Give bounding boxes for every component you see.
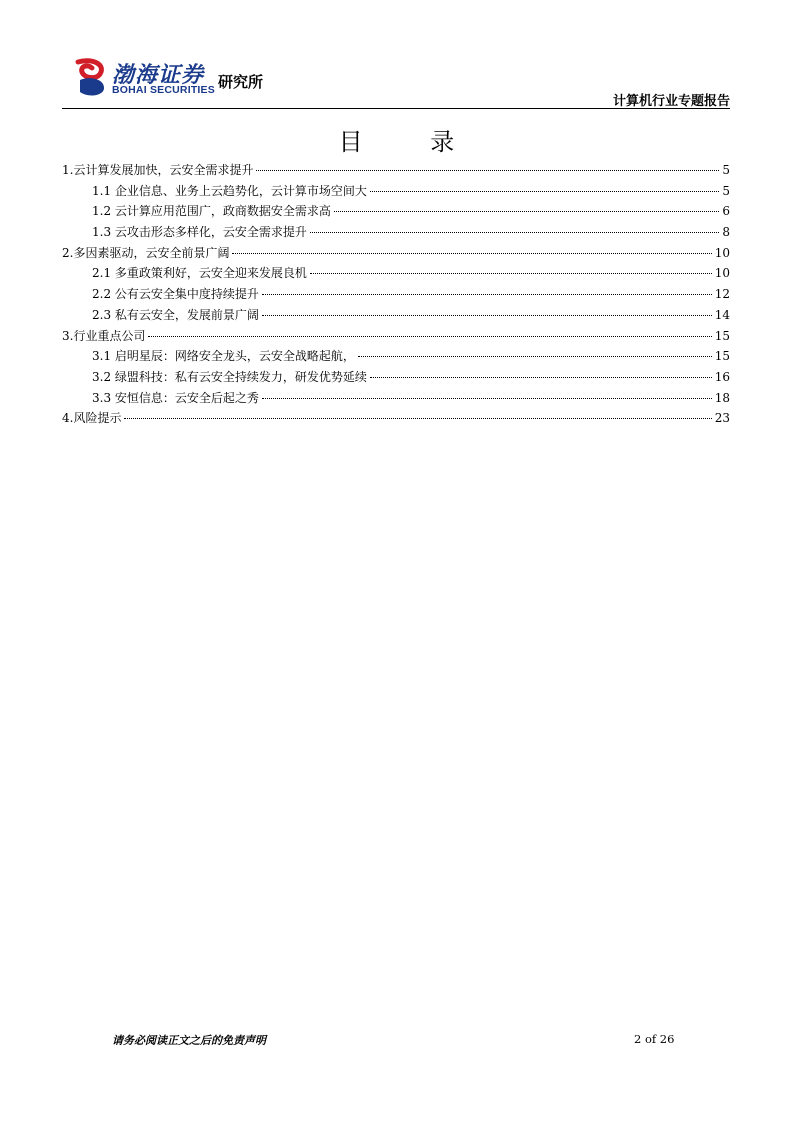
toc-entry[interactable]: 3.2 绿盟科技：私有云安全持续发力，研发优势延续 16 [92,369,730,384]
institute-label: 研究所 [218,73,264,91]
toc-entry[interactable]: 2.3 私有云安全，发展前景广阔 14 [92,307,730,322]
page-indicator: 2 of 26 [634,1032,675,1046]
toc-entry[interactable]: 1.2 云计算应用范围广，政商数据安全需求高 6 [92,204,730,219]
toc-entry[interactable]: 1.3 云攻击形态多样化，云安全需求提升 8 [92,225,730,240]
toc-entry[interactable]: 2.1 多重政策利好，云安全迎来发展良机 10 [92,266,730,281]
page-header [62,52,730,110]
toc-entry[interactable]: 1.云计算发展加快，云安全需求提升 5 [62,163,730,177]
toc-entry[interactable]: 4.风险提示 23 [62,411,730,426]
toc-entry[interactable]: 3.行业重点公司 15 [62,328,730,343]
toc-entry[interactable]: 2.2 公有云安全集中度持续提升 12 [92,287,730,302]
toc-entry[interactable]: 2.多因素驱动，云安全前景广阔 10 [62,245,730,260]
table-of-contents [62,160,730,429]
toc-entry[interactable]: 1.1 企业信息、业务上云趋势化，云计算市场空间大 5 [92,183,730,198]
header-divider [62,108,730,109]
footer-disclaimer: 请务必阅读正文之后的免责声明 [112,1034,266,1047]
report-type: 计算机行业专题报告 [612,94,730,109]
toc-title: 目 录 [338,128,485,156]
brand-name-cn: 渤海证券 [112,63,205,88]
bohai-logo-icon [74,58,108,98]
toc-entry[interactable]: 3.3 安恒信息：云安全后起之秀 18 [92,390,730,405]
brand-name-en: BOHAI SECURITIES [112,84,215,96]
toc-entry[interactable]: 3.1 启明星辰：网络安全龙头，云安全战略起航， 15 [92,349,730,364]
